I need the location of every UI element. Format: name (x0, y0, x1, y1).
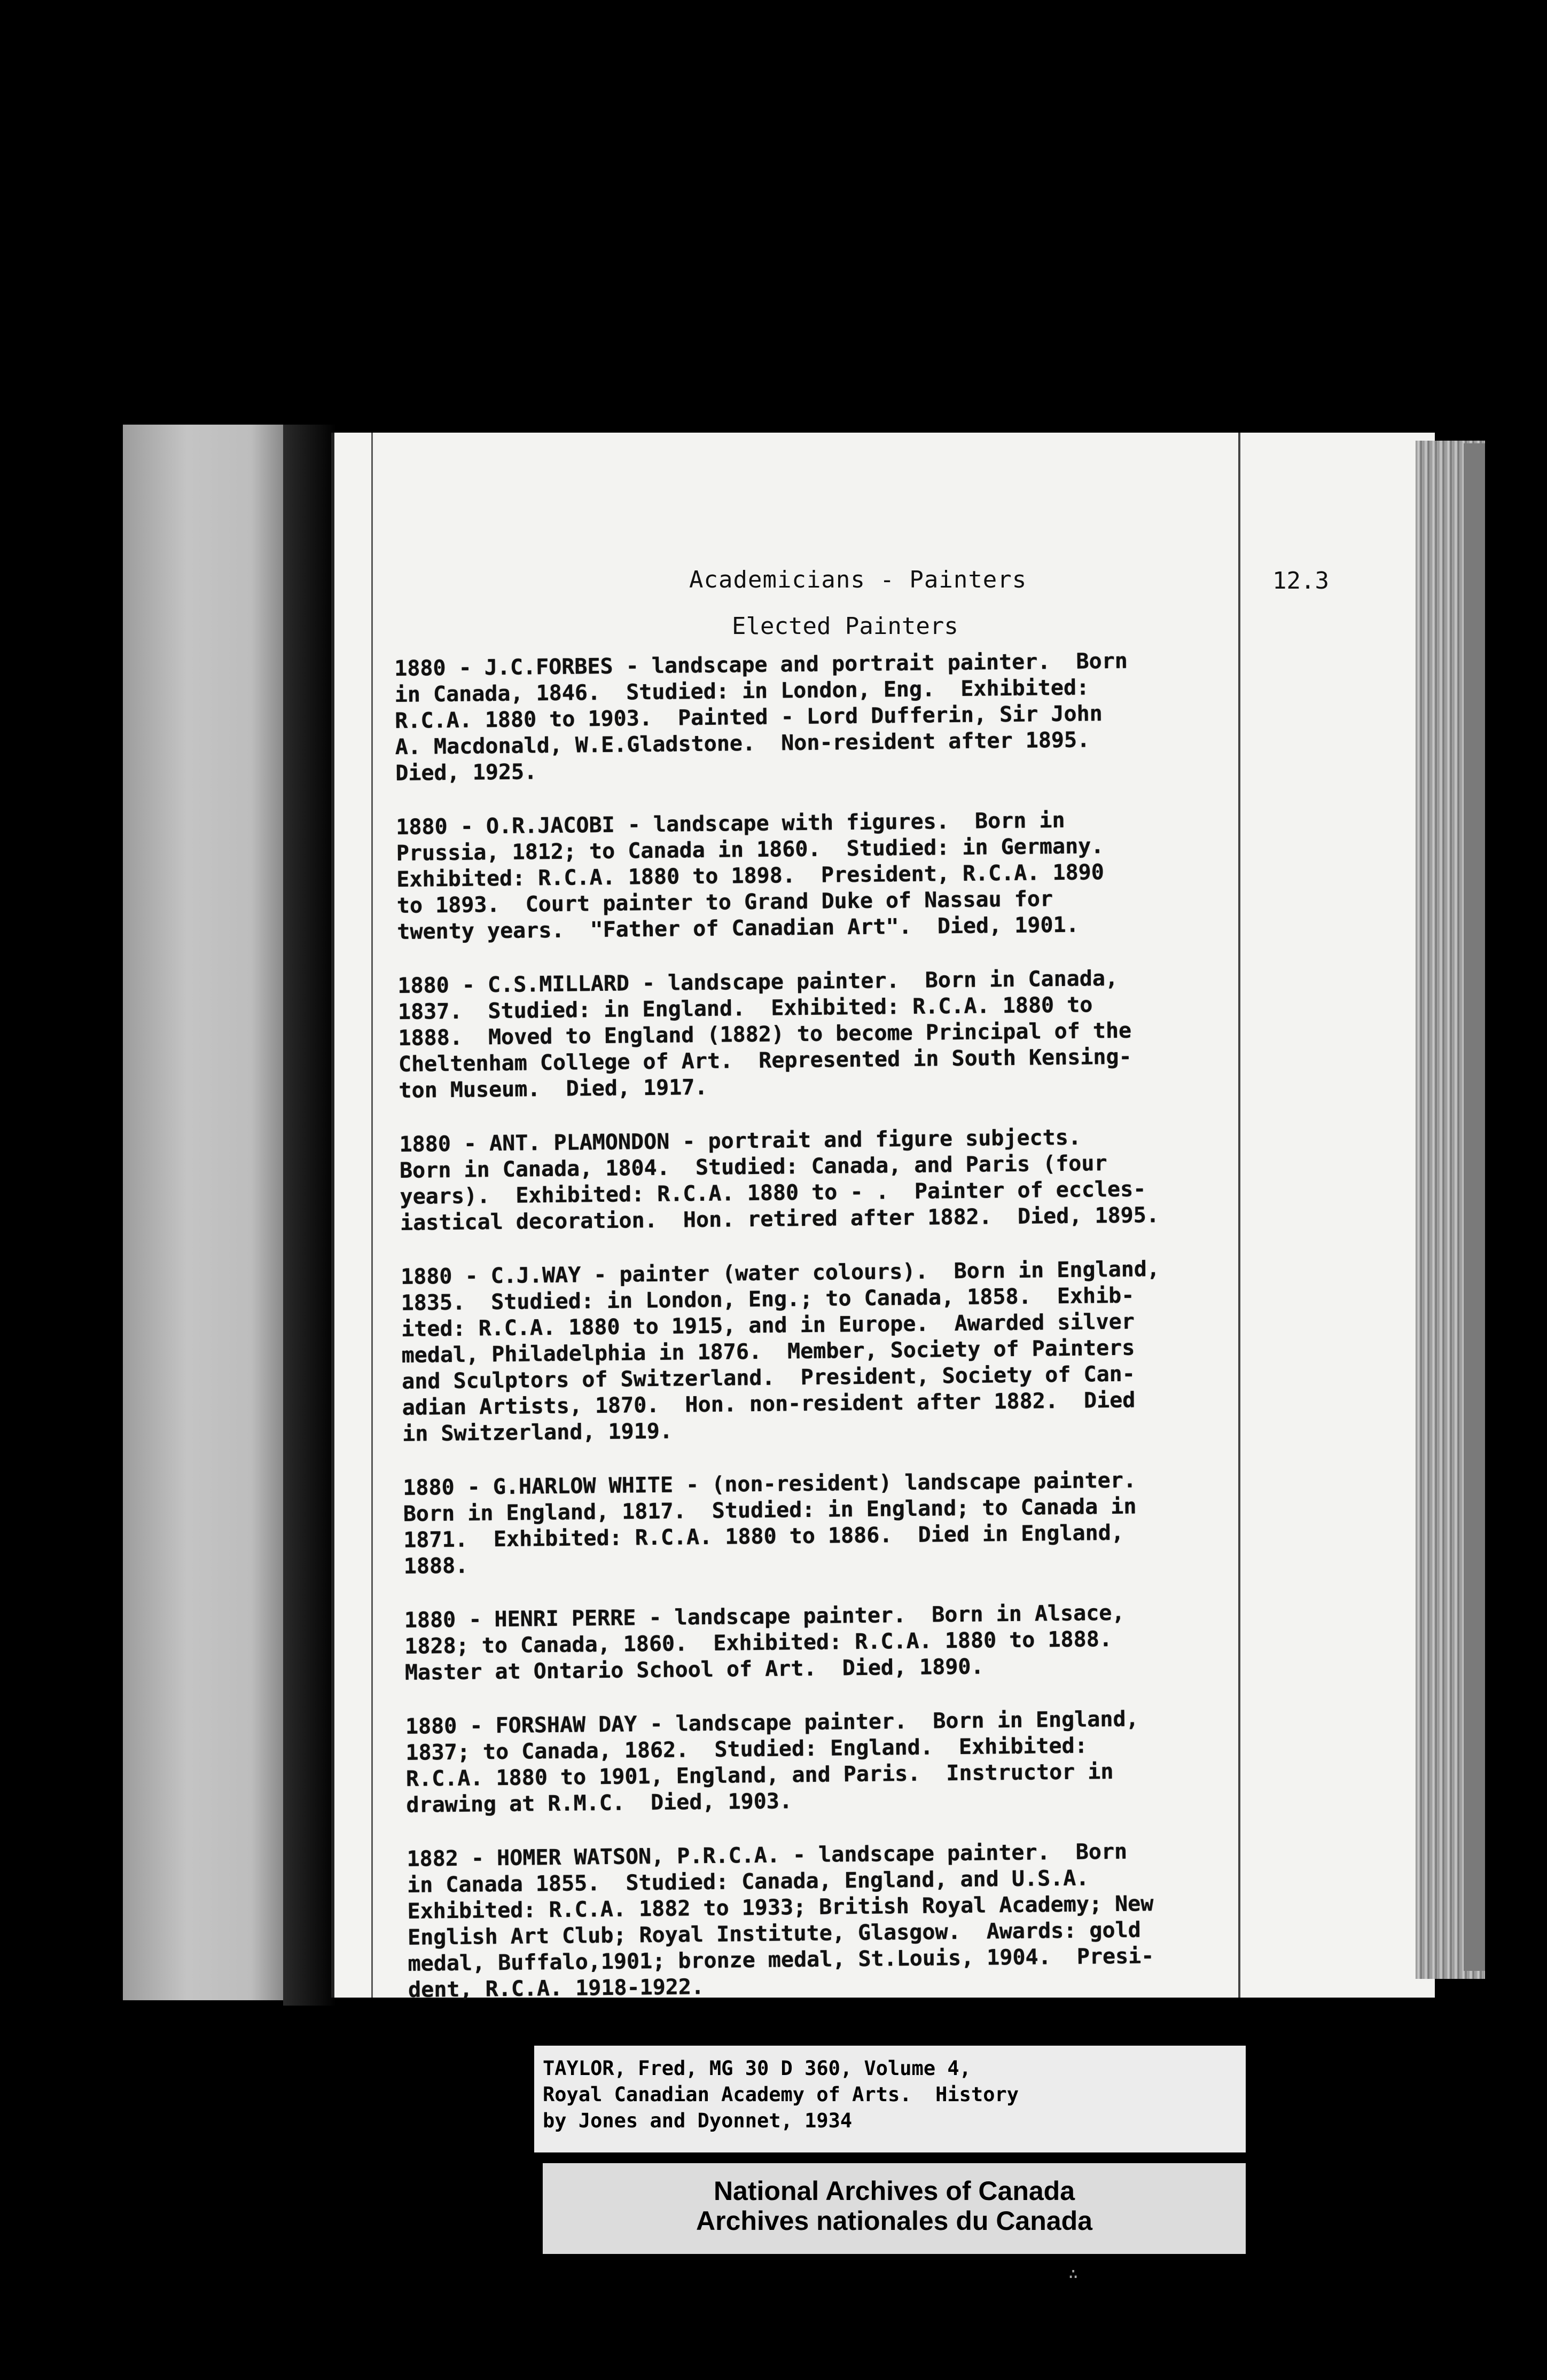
entry-plamondon: 1880 - ANT. PLAMONDON - portrait and figure subjects. Born in Canada, 1804. Studied: Canada, and Paris (four years). Exhibited: R.C.A. 1880 to - . Painter of eccles- iastical decoration. Hon. retired after 1882. Died, 1895. (399, 1125, 1160, 1235)
entry-white: 1880 - G.HARLOW WHITE - (non-resident) landscape painter. Born in England, 1817. Studied: in England; to Canada in 1871. Exhibited: R.C.A. 1880 to 1886. Died in England, 1888. (403, 1468, 1137, 1579)
left-margin-rule (371, 433, 373, 1998)
archive-name-fr: Archives nationales du Canada (696, 2206, 1092, 2236)
entry-watson: 1882 - HOMER WATSON, P.R.C.A. - landscape painter. Born in Canada 1855. Studied: Canada, England, and U.S.A. Exhibited: R.C.A. 1882 to 1933; British Royal Academy; New English Art Club; Royal Institute, Glasgow. Awards: gold medal, Buffalo,1901; bronze medal, St.Louis, 1904. Presi- dent, R.C.A. 1918-1922. (407, 1839, 1154, 2002)
entry-way: 1880 - C.J.WAY - painter (water colours). Born in England, 1835. Studied: in London, Eng.; to Canada, 1858. Exhib- ited: R.C.A. 1880 to 1915, and in Europe. Awarded silver medal, Philadelphia in 1876. Member, Society of Painters and Sculptors of Switzerland. President, Society of Can- adian Artists, 1870. Hon. non-resident after 1882. Died in Switzerland, 1919. (400, 1257, 1160, 1446)
dust-speck: ∴ (1068, 2265, 1079, 2283)
facing-page-edge (123, 425, 283, 2000)
archive-stamp (543, 2163, 1246, 2254)
bleed-through-text (128, 425, 278, 2000)
entry-jacobi: 1880 - O.R.JACOBI - landscape with figures. Born in Prussia, 1812; to Canada in 1860. Studied: in Germany. Exhibited: R.C.A. 1880 to 1898. President, R.C.A. 1890 to 1893. Court painter to Grand Duke of Nassau for twenty years. "Father of Canadian Art". Died, 1901. (396, 808, 1105, 944)
entry-day: 1880 - FORSHAW DAY - landscape painter. Born in England, 1837; to Canada, 1862. Studied: England. Exhibited: R.C.A. 1880 to 1901, England, and Paris. Instructor in drawing at R.M.C. Died, 1903. (405, 1706, 1139, 1818)
entry-millard: 1880 - C.S.MILLARD - landscape painter. Born in Canada, 1837. Studied: in England. Exhibited: R.C.A. 1880 to 1888. Moved to England (1882) to become Principal of the Cheltenham College of Art. Represented in South Kensing- ton Museum. Died, 1917. (397, 966, 1132, 1103)
entry-perre: 1880 - HENRI PERRE - landscape painter. Born in Alsace, 1828; to Canada, 1860. Exhibited: R.C.A. 1880 to 1888. Master at Ontario School of Art. Died, 1890. (404, 1600, 1125, 1685)
archive-name-en: National Archives of Canada (713, 2176, 1075, 2206)
painter-entries (394, 647, 1253, 2031)
page-subtitle: Elected Painters (732, 613, 958, 640)
page-header-title: Academicians - Painters (689, 566, 1027, 593)
archive-reference-label: TAYLOR, Fred, MG 30 D 360, Volume 4, Royal Canadian Academy of Arts. History by Jones and Dyonnet, 1934 (534, 2046, 1246, 2152)
book-gutter (283, 425, 337, 2006)
page-stack-shadow (1464, 443, 1485, 1971)
entry-forbes: 1880 - J.C.FORBES - landscape and portrait painter. Born in Canada, 1846. Studied: in London, Eng. Exhibited: R.C.A. 1880 to 1903. Painted - Lord Dufferin, Sir John A. Macdonald, W.E.Gladstone. Non-resident after 1895. Died, 1925. (394, 648, 1128, 786)
page-number: 12.3 (1272, 567, 1329, 594)
